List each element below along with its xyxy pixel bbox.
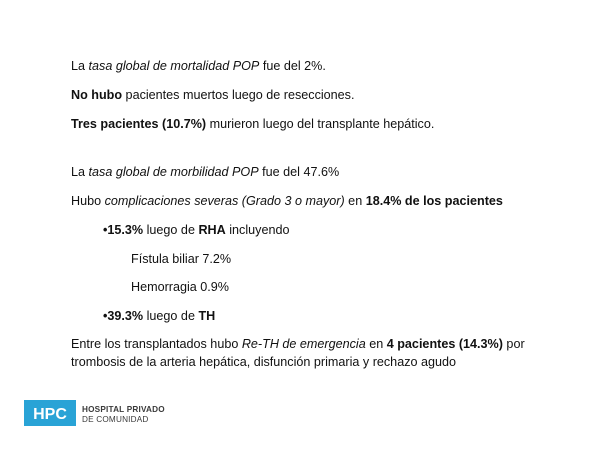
morbidity-line: La tasa global de morbilidad POP fue del 47.6% — [71, 165, 340, 179]
logo-line2: DE COMUNIDAD — [82, 415, 149, 424]
logo-line1: HOSPITAL PRIVADO — [82, 405, 165, 414]
re-th-line: Entre los transplantados hubo Re-TH de emergencia en 4 pacientes (14.3%) por — [71, 337, 525, 351]
transplant-deaths-line: Tres pacientes (10.7%) murieron luego del transplante hepático. — [71, 117, 435, 131]
no-deaths-resections-line: No hubo pacientes muertos luego de resecciones. — [71, 88, 355, 102]
hpc-logo-mark-text: HPC — [33, 406, 67, 423]
hemorrhage-line: Hemorragia 0.9% — [131, 280, 229, 294]
th-bullet: •39.3% luego de TH — [103, 309, 216, 323]
re-th-causes-line: trombosis de la arteria hepática, disfunción primaria y rechazo agudo — [71, 355, 457, 369]
hpc-logo-mark — [24, 400, 76, 426]
severe-complications-line: Hubo complicaciones severas (Grado 3 o mayor) en 18.4% de los pacientes — [71, 194, 503, 208]
biliary-fistula-line: Fístula biliar 7.2% — [131, 252, 232, 266]
hpc-logo — [24, 400, 184, 430]
mortality-line: La tasa global de mortalidad POP fue del 2%. — [71, 59, 326, 73]
rha-bullet: •15.3% luego de RHA incluyendo — [103, 223, 290, 237]
hpc-logo-text — [82, 405, 165, 425]
